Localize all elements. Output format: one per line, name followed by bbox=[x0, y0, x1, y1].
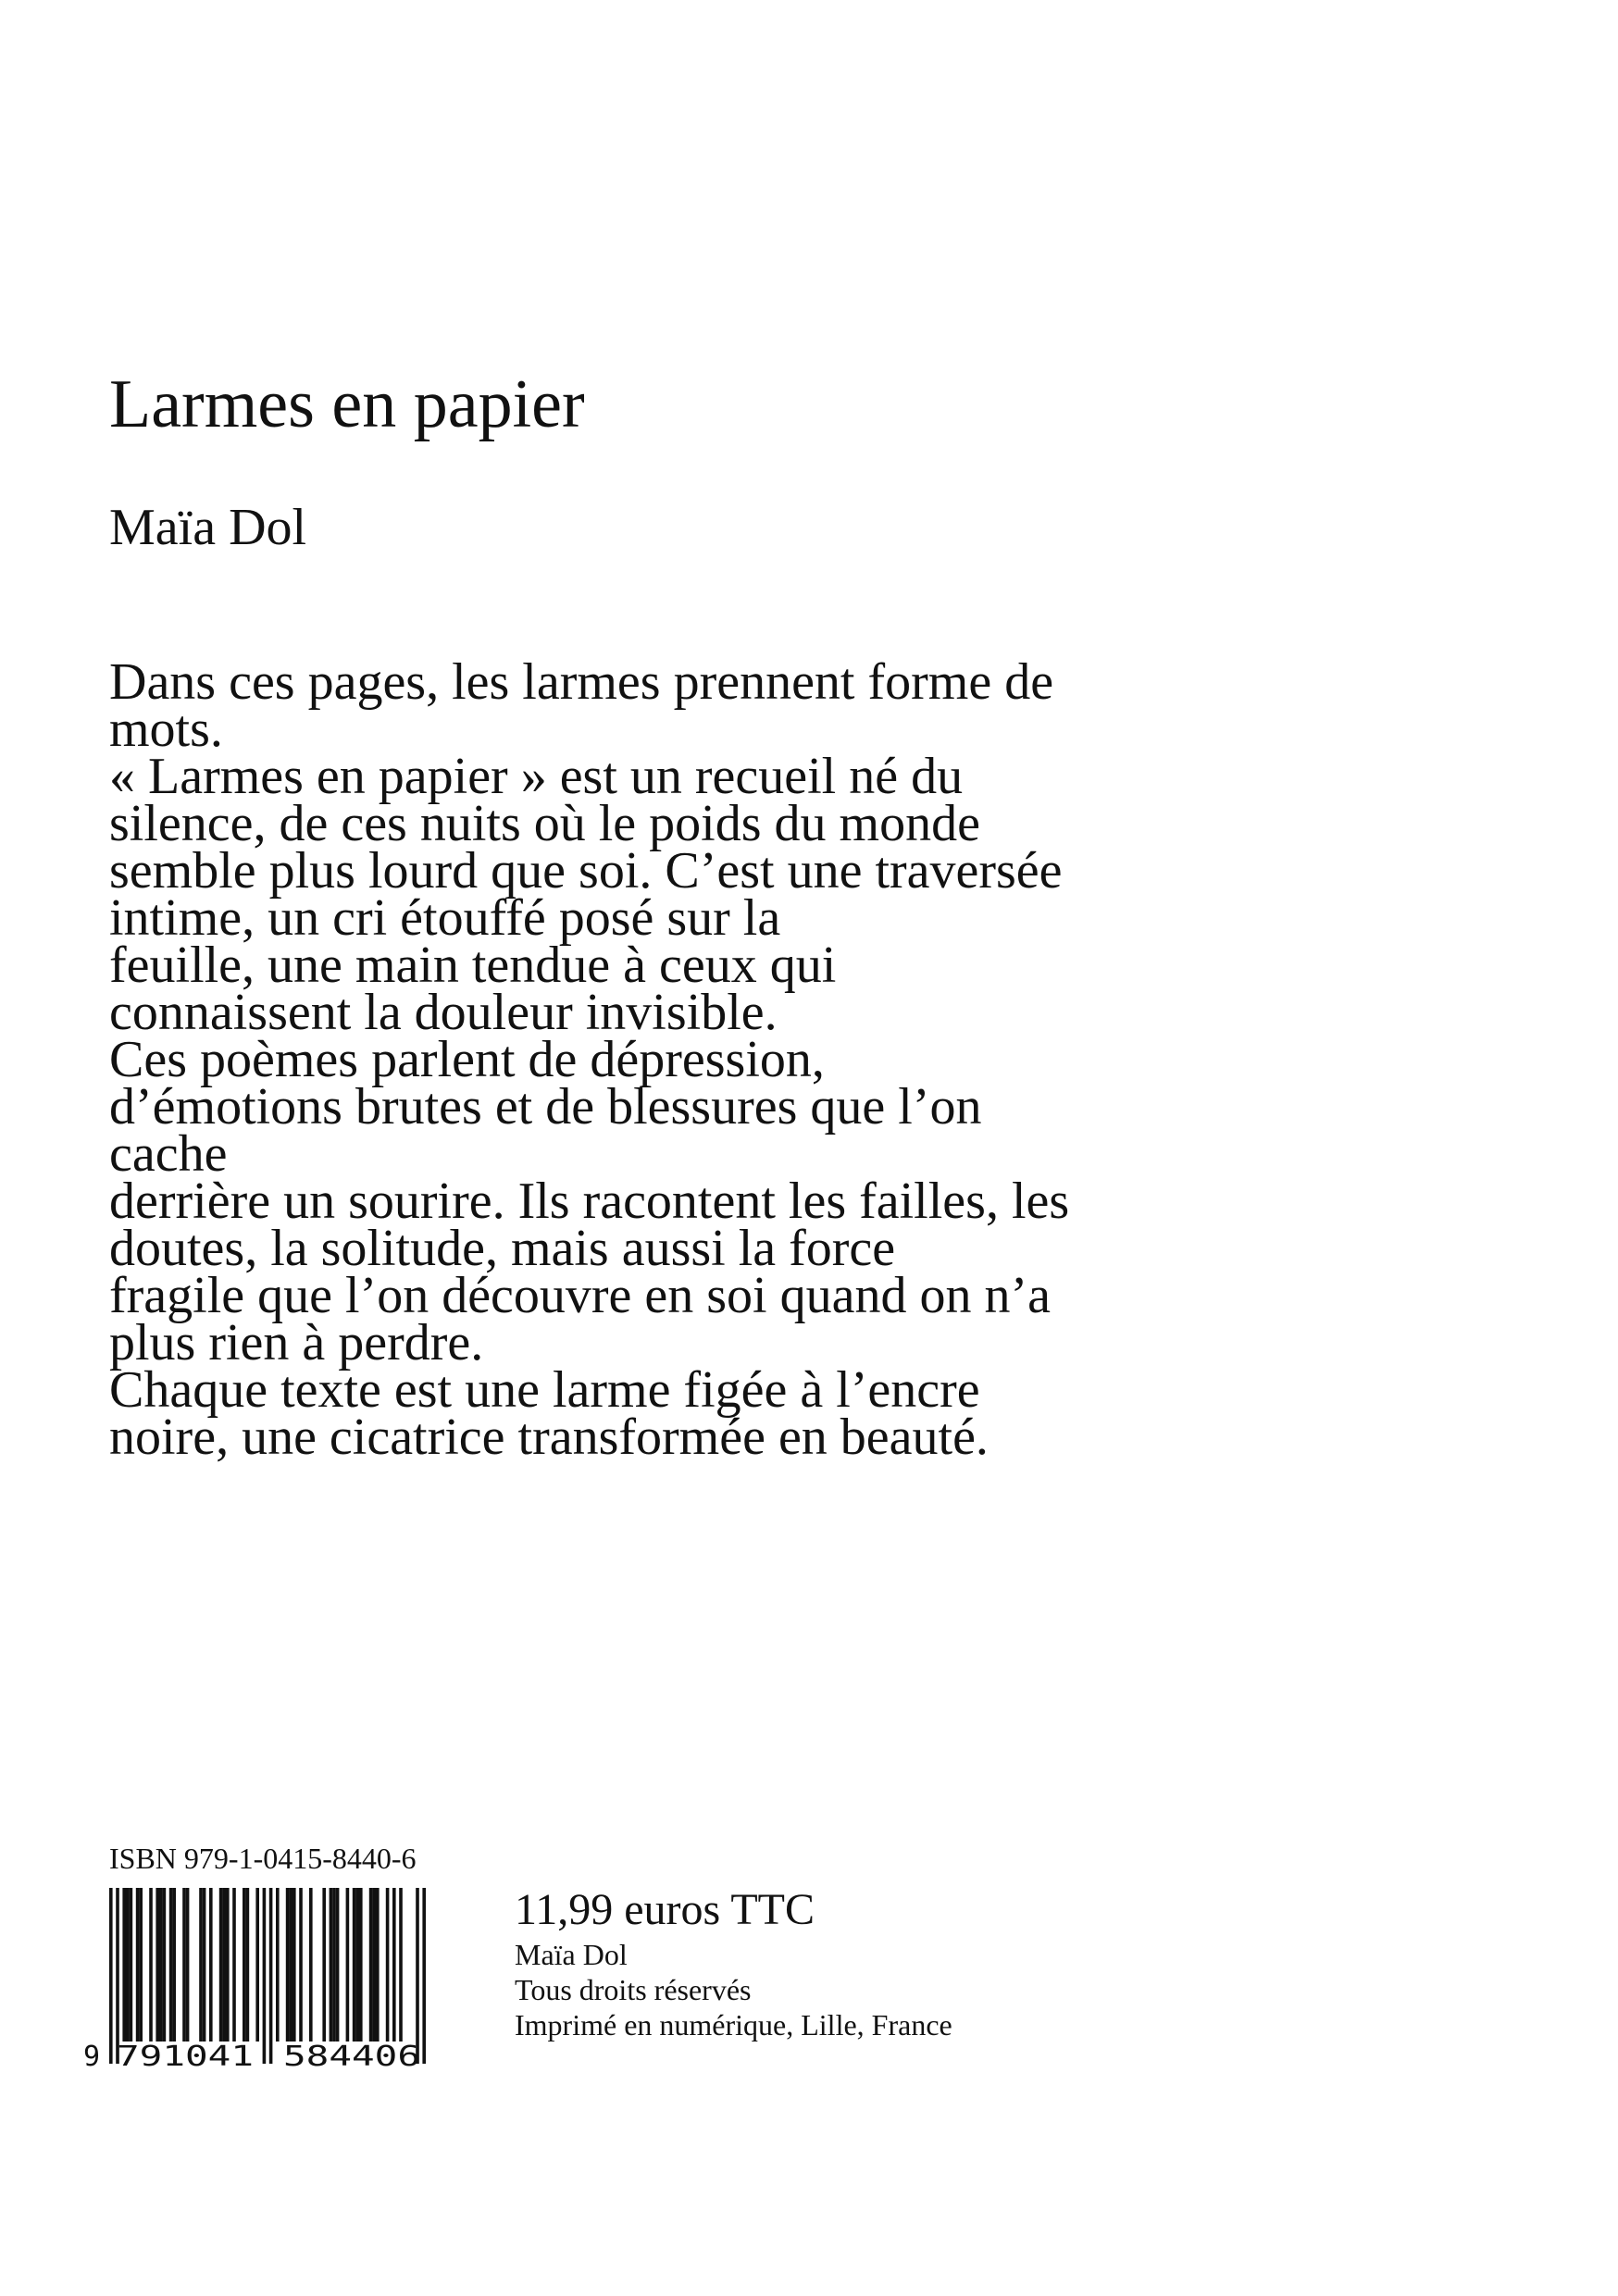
barcode-bar bbox=[359, 1888, 363, 2042]
barcode-bar bbox=[209, 1888, 213, 2042]
barcode-digits-left: 791041 bbox=[117, 2041, 254, 2071]
blurb-line: cache bbox=[109, 1125, 228, 1183]
barcode-bar bbox=[276, 1888, 280, 2042]
barcode-guard-bar bbox=[422, 1888, 426, 2064]
barcode-bar bbox=[353, 1888, 356, 2042]
barcode-guard-bar bbox=[109, 1888, 113, 2064]
barcode-bar bbox=[330, 1888, 333, 2042]
barcode-bar bbox=[226, 1888, 230, 2042]
barcode-bar bbox=[336, 1888, 340, 2042]
barcode-bar bbox=[376, 1888, 380, 2042]
author-name: Maïa Dol bbox=[109, 499, 307, 556]
barcode-bar bbox=[322, 1888, 326, 2042]
barcode-bar bbox=[156, 1888, 159, 2042]
blurb-line: semble plus lourd que soi. C’est une traversée bbox=[109, 842, 1063, 900]
blurb bbox=[109, 653, 1276, 1466]
barcode-bar bbox=[386, 1888, 390, 2042]
barcode-bar bbox=[169, 1888, 173, 2042]
barcode-guard-bar bbox=[263, 1888, 267, 2064]
barcode-bar bbox=[369, 1888, 373, 2042]
barcode-bar bbox=[255, 1888, 259, 2042]
barcode-bar bbox=[199, 1888, 203, 2042]
barcode-bar bbox=[232, 1888, 236, 2042]
barcode-bar bbox=[139, 1888, 143, 2042]
isbn-label: ISBN 979-1-0415-8440-6 bbox=[109, 1842, 417, 1875]
barcode-bar bbox=[346, 1888, 350, 2042]
barcode-bar bbox=[122, 1888, 126, 2042]
barcode-bar bbox=[163, 1888, 167, 2042]
barcode-bar bbox=[355, 1888, 359, 2042]
barcode-bar bbox=[130, 1888, 133, 2042]
page-title: Larmes en papier bbox=[109, 366, 585, 442]
barcode-bar bbox=[309, 1888, 313, 2042]
barcode-bar bbox=[332, 1888, 336, 2042]
blurb-line: plus rien à perdre. bbox=[109, 1314, 484, 1371]
barcode-bar bbox=[172, 1888, 176, 2042]
blurb-line: mots. bbox=[109, 701, 223, 758]
barcode-guard-bar bbox=[269, 1888, 273, 2064]
blurb-line: intime, un cri étouffé posé sur la bbox=[109, 889, 781, 947]
blurb-line: fragile que l’on découvre en soi quand on n’a bbox=[109, 1267, 1051, 1324]
barcode-bar bbox=[159, 1888, 163, 2042]
barcode-digit-first: 9 bbox=[83, 2041, 101, 2071]
blurb-line: derrière un sourire. Ils racontent les failles, les bbox=[109, 1173, 1070, 1230]
blurb-line: « Larmes en papier » est un recueil né du bbox=[109, 748, 964, 805]
colophon-author: Maïa Dol bbox=[515, 1938, 628, 1971]
blurb-line: noire, une cicatrice transformée en beauté. bbox=[109, 1409, 989, 1466]
colophon-printed: Imprimé en numérique, Lille, France bbox=[515, 2008, 952, 2042]
barcode-bar bbox=[372, 1888, 376, 2042]
barcode-bar bbox=[286, 1888, 290, 2042]
barcode-bar bbox=[136, 1888, 140, 2042]
barcode-bars bbox=[109, 1888, 426, 2064]
barcode bbox=[74, 1886, 463, 2071]
barcode-guard-bar bbox=[116, 1888, 119, 2064]
barcode-bar bbox=[203, 1888, 206, 2042]
blurb-line: Dans ces pages, les larmes prennent forme de bbox=[109, 653, 1054, 711]
blurb-line: doutes, la solitude, mais aussi la force bbox=[109, 1220, 896, 1277]
barcode-digits-right: 584406 bbox=[283, 2041, 420, 2071]
barcode-guard-bar bbox=[416, 1888, 419, 2064]
blurb-line: silence, de ces nuits où le poids du monde bbox=[109, 795, 980, 852]
blurb-line: Ces poèmes parlent de dépression, bbox=[109, 1031, 825, 1088]
blurb-line: feuille, une main tendue à ceux qui bbox=[109, 937, 837, 994]
blurb-line: connaissent la douleur invisible. bbox=[109, 984, 778, 1041]
barcode-bar bbox=[292, 1888, 296, 2042]
barcode-bar bbox=[243, 1888, 246, 2042]
barcode-bar bbox=[399, 1888, 403, 2042]
colophon-rights: Tous droits réservés bbox=[515, 1973, 752, 2006]
barcode-bar bbox=[392, 1888, 396, 2042]
barcode-bar bbox=[222, 1888, 226, 2042]
barcode-bar bbox=[299, 1888, 303, 2042]
barcode-bar bbox=[289, 1888, 292, 2042]
blurb-line: d’émotions brutes et de blessures que l’on bbox=[109, 1078, 982, 1136]
barcode-bar bbox=[186, 1888, 190, 2042]
price: 11,99 euros TTC bbox=[515, 1885, 815, 1934]
barcode-bar bbox=[126, 1888, 130, 2042]
barcode-bar bbox=[182, 1888, 186, 2042]
barcode-bar bbox=[149, 1888, 153, 2042]
barcode-bar bbox=[246, 1888, 250, 2042]
barcode-bar bbox=[219, 1888, 223, 2042]
blurb-line: Chaque texte est une larme figée à l’encre bbox=[109, 1361, 980, 1419]
